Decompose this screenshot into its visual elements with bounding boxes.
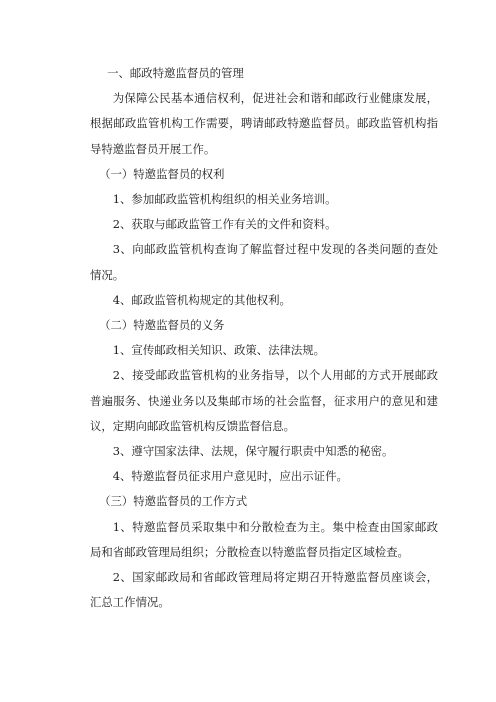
list-item: 3、遵守国家法律、法规，保守履行职责中知悉的秘密。	[112, 444, 394, 459]
subsection-heading: （一）特邀监督员的权利	[99, 166, 225, 181]
list-item: 2、获取与邮政监管工作有关的文件和资料。	[112, 217, 337, 232]
list-item: 1、参加邮政监管机构组织的相关业务培训。	[112, 192, 337, 207]
subsection-heading: （三）特邀监督员的工作方式	[99, 494, 248, 509]
subsection-heading: （二）特邀监督员的义务	[99, 318, 225, 333]
list-item: 2、国家邮政局和省邮政管理局将定期召开特邀监督员座谈会，汇总工作情况。	[90, 570, 438, 610]
section-heading: 一、邮政特邀监督员的管理	[107, 66, 244, 80]
list-item: 1、宣传邮政相关知识、政策、法律法规。	[112, 343, 326, 358]
list-item: 4、邮政监管机构规定的其他权利。	[112, 292, 291, 307]
list-item: 1、特邀监督员采取集中和分散检查为主。集中检查由国家邮政局和省邮政管理局组织；分散检查以特邀监督员指定区域检查。	[90, 519, 438, 559]
list-item: 3、向邮政监管机构查询了解监督过程中发现的各类问题的查处情况。	[90, 242, 438, 282]
document-body	[90, 61, 438, 615]
list-item: 2、接受邮政监管机构的业务指导，以个人用邮的方式开展邮政普遍服务、快递业务以及集邮市场的社会监督，征求用户的意见和建议，定期向邮政监管机构反馈监督信息。	[90, 368, 438, 433]
paragraph: 为保障公民基本通信权利，促进社会和谐和邮政行业健康发展，根据邮政监管机构工作需要，聘请邮政特邀监督员。邮政监管机构指导特邀监督员开展工作。	[90, 91, 438, 156]
list-item: 4、特邀监督员征求用户意见时，应出示证件。	[112, 469, 348, 484]
